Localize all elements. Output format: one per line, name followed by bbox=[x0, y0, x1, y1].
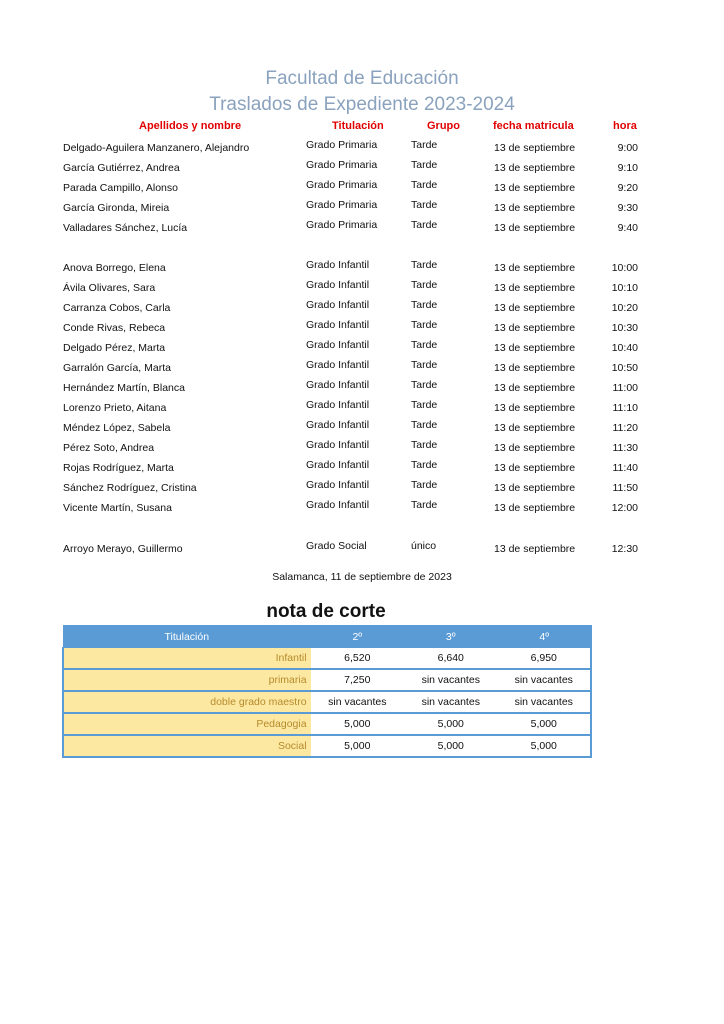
nota-corte-row bbox=[63, 691, 591, 713]
nc-label-cell: doble grado maestro bbox=[63, 691, 311, 713]
nc-header-3: 3º bbox=[404, 626, 497, 648]
table-row bbox=[0, 179, 724, 199]
titulacion-cell: Grado Infantil bbox=[306, 379, 370, 391]
nc-value-cell: 5,000 bbox=[404, 735, 497, 757]
student-name: Méndez López, Sabela bbox=[63, 422, 171, 434]
grupo-cell: Tarde bbox=[411, 139, 438, 151]
grupo-cell: Tarde bbox=[411, 299, 438, 311]
table-row bbox=[0, 339, 724, 359]
nc-header-titulacion: Titulación bbox=[63, 626, 311, 648]
student-name: Ávila Olivares, Sara bbox=[63, 282, 156, 294]
grupo-cell: Tarde bbox=[411, 379, 438, 391]
nc-value-cell: 5,000 bbox=[404, 713, 497, 735]
fecha-cell: 13 de septiembre bbox=[494, 142, 576, 154]
titulacion-cell: Grado Primaria bbox=[306, 219, 378, 231]
student-name: Hernández Martín, Blanca bbox=[63, 382, 185, 394]
table-row bbox=[0, 439, 724, 459]
table-row bbox=[0, 319, 724, 339]
nc-value-cell: sin vacantes bbox=[404, 669, 497, 691]
student-name: Garralón García, Marta bbox=[63, 362, 171, 374]
student-name: Conde Rivas, Rebeca bbox=[63, 322, 166, 334]
table-row bbox=[0, 139, 724, 159]
hora-cell: 9:30 bbox=[617, 202, 638, 214]
table-row bbox=[0, 540, 724, 560]
faculty-title: Facultad de Educación bbox=[265, 68, 459, 89]
nc-value-cell: 5,000 bbox=[498, 735, 592, 757]
titulacion-cell: Grado Infantil bbox=[306, 359, 370, 371]
fecha-cell: 13 de septiembre bbox=[494, 322, 576, 334]
nc-value-cell: 6,640 bbox=[404, 648, 497, 670]
titulacion-cell: Grado Primaria bbox=[306, 199, 378, 211]
grupo-cell: Tarde bbox=[411, 439, 438, 451]
fecha-cell: 13 de septiembre bbox=[494, 482, 576, 494]
nc-value-cell: 7,250 bbox=[311, 669, 404, 691]
fecha-cell: 13 de septiembre bbox=[494, 342, 576, 354]
table-row bbox=[0, 379, 724, 399]
grupo-cell: Tarde bbox=[411, 199, 438, 211]
fecha-cell: 13 de septiembre bbox=[494, 462, 576, 474]
student-name: García Gironda, Mireia bbox=[63, 202, 170, 214]
hora-cell: 12:30 bbox=[611, 543, 638, 555]
student-name: Lorenzo Prieto, Aitana bbox=[63, 402, 167, 414]
grupo-cell: Tarde bbox=[411, 499, 438, 511]
titulacion-cell: Grado Social bbox=[306, 540, 367, 552]
nc-value-cell: sin vacantes bbox=[311, 691, 404, 713]
student-name: Delgado-Aguilera Manzanero, Alejandro bbox=[63, 142, 250, 154]
grupo-cell: Tarde bbox=[411, 179, 438, 191]
student-name: Arroyo Merayo, Guillermo bbox=[63, 543, 183, 555]
hora-cell: 10:10 bbox=[611, 282, 638, 294]
student-name: Valladares Sánchez, Lucía bbox=[63, 222, 188, 234]
nota-corte-header-row bbox=[63, 626, 591, 648]
titulacion-cell: Grado Infantil bbox=[306, 499, 370, 511]
fecha-cell: 13 de septiembre bbox=[494, 262, 576, 274]
document-title: Traslados de Expediente 2023-2024 bbox=[209, 94, 515, 115]
nc-value-cell: 5,000 bbox=[311, 713, 404, 735]
hora-cell: 10:00 bbox=[611, 262, 638, 274]
table-row bbox=[0, 459, 724, 479]
grupo-cell: Tarde bbox=[411, 159, 438, 171]
titulacion-cell: Grado Infantil bbox=[306, 259, 370, 271]
hora-cell: 11:40 bbox=[612, 462, 638, 474]
grupo-cell: Tarde bbox=[411, 279, 438, 291]
nc-value-cell: 5,000 bbox=[311, 735, 404, 757]
grupo-cell: Tarde bbox=[411, 259, 438, 271]
nota-corte-row bbox=[63, 713, 591, 735]
student-name: Carranza Cobos, Carla bbox=[63, 302, 171, 314]
table-row bbox=[0, 159, 724, 179]
hora-cell: 11:00 bbox=[612, 382, 638, 394]
titulacion-cell: Grado Infantil bbox=[306, 459, 370, 471]
col-header-fecha: fecha matricula bbox=[493, 120, 574, 132]
hora-cell: 11:50 bbox=[612, 482, 638, 494]
fecha-cell: 13 de septiembre bbox=[494, 162, 576, 174]
titulacion-cell: Grado Infantil bbox=[306, 319, 370, 331]
nota-corte-table bbox=[62, 625, 592, 758]
hora-cell: 9:10 bbox=[617, 162, 638, 174]
hora-cell: 11:10 bbox=[612, 402, 638, 414]
table-row bbox=[0, 479, 724, 499]
fecha-cell: 13 de septiembre bbox=[494, 282, 576, 294]
nc-value-cell: 5,000 bbox=[498, 713, 592, 735]
titulacion-cell: Grado Primaria bbox=[306, 159, 378, 171]
hora-cell: 10:40 bbox=[611, 342, 638, 354]
fecha-cell: 13 de septiembre bbox=[494, 362, 576, 374]
table-row bbox=[0, 299, 724, 319]
fecha-cell: 13 de septiembre bbox=[494, 543, 576, 555]
nc-value-cell: sin vacantes bbox=[498, 691, 592, 713]
fecha-cell: 13 de septiembre bbox=[494, 202, 576, 214]
hora-cell: 9:20 bbox=[617, 182, 638, 194]
fecha-cell: 13 de septiembre bbox=[494, 182, 576, 194]
grupo-cell: único bbox=[411, 540, 437, 552]
table-row bbox=[0, 259, 724, 279]
titulacion-cell: Grado Primaria bbox=[306, 139, 378, 151]
hora-cell: 11:20 bbox=[612, 422, 638, 434]
hora-cell: 10:30 bbox=[611, 322, 638, 334]
col-header-name: Apellidos y nombre bbox=[139, 120, 242, 132]
nc-value-cell: sin vacantes bbox=[404, 691, 497, 713]
nc-header-2: 2º bbox=[311, 626, 404, 648]
table-row bbox=[0, 399, 724, 419]
col-header-hora: hora bbox=[613, 120, 637, 132]
nc-header-4: 4º bbox=[498, 626, 592, 648]
student-name: Rojas Rodríguez, Marta bbox=[63, 462, 174, 474]
student-name: Pérez Soto, Andrea bbox=[63, 442, 155, 454]
grupo-cell: Tarde bbox=[411, 479, 438, 491]
table-row bbox=[0, 499, 724, 519]
titulacion-cell: Grado Infantil bbox=[306, 399, 370, 411]
titulacion-cell: Grado Infantil bbox=[306, 419, 370, 431]
titulacion-cell: Grado Infantil bbox=[306, 299, 370, 311]
nc-label-cell: Pedagogia bbox=[63, 713, 311, 735]
table-row bbox=[0, 199, 724, 219]
nc-value-cell: 6,520 bbox=[311, 648, 404, 670]
place-date: Salamanca, 11 de septiembre de 2023 bbox=[272, 571, 452, 583]
fecha-cell: 13 de septiembre bbox=[494, 502, 576, 514]
fecha-cell: 13 de septiembre bbox=[494, 222, 576, 234]
fecha-cell: 13 de septiembre bbox=[494, 382, 576, 394]
grupo-cell: Tarde bbox=[411, 419, 438, 431]
student-name: Delgado Pérez, Marta bbox=[63, 342, 166, 354]
nc-label-cell: Social bbox=[63, 735, 311, 757]
nota-corte-title: nota de corte bbox=[266, 601, 386, 622]
nc-value-cell: sin vacantes bbox=[498, 669, 592, 691]
nota-corte-row bbox=[63, 648, 591, 670]
fecha-cell: 13 de septiembre bbox=[494, 302, 576, 314]
nota-corte-row bbox=[63, 669, 591, 691]
student-name: García Gutiérrez, Andrea bbox=[63, 162, 180, 174]
grupo-cell: Tarde bbox=[411, 319, 438, 331]
col-header-grupo: Grupo bbox=[427, 120, 460, 132]
nc-label-cell: Infantil bbox=[63, 648, 311, 670]
hora-cell: 9:00 bbox=[617, 142, 638, 154]
grupo-cell: Tarde bbox=[411, 359, 438, 371]
titulacion-cell: Grado Infantil bbox=[306, 479, 370, 491]
student-name: Anova Borrego, Elena bbox=[63, 262, 166, 274]
col-header-titulacion: Titulación bbox=[332, 120, 384, 132]
student-name: Sánchez Rodríguez, Cristina bbox=[63, 482, 197, 494]
table-row bbox=[0, 219, 724, 239]
hora-cell: 11:30 bbox=[612, 442, 638, 454]
table-row bbox=[0, 419, 724, 439]
titulacion-cell: Grado Infantil bbox=[306, 439, 370, 451]
grupo-cell: Tarde bbox=[411, 459, 438, 471]
nc-label-cell: primaria bbox=[63, 669, 311, 691]
hora-cell: 10:50 bbox=[611, 362, 638, 374]
hora-cell: 10:20 bbox=[611, 302, 638, 314]
hora-cell: 9:40 bbox=[617, 222, 638, 234]
nc-value-cell: 6,950 bbox=[498, 648, 592, 670]
grupo-cell: Tarde bbox=[411, 399, 438, 411]
fecha-cell: 13 de septiembre bbox=[494, 442, 576, 454]
grupo-cell: Tarde bbox=[411, 339, 438, 351]
table-row bbox=[0, 359, 724, 379]
student-name: Parada Campillo, Alonso bbox=[63, 182, 178, 194]
nota-corte-row bbox=[63, 735, 591, 757]
fecha-cell: 13 de septiembre bbox=[494, 402, 576, 414]
titulacion-cell: Grado Primaria bbox=[306, 179, 378, 191]
student-name: Vicente Martín, Susana bbox=[63, 502, 172, 514]
titulacion-cell: Grado Infantil bbox=[306, 339, 370, 351]
grupo-cell: Tarde bbox=[411, 219, 438, 231]
hora-cell: 12:00 bbox=[611, 502, 638, 514]
table-row bbox=[0, 279, 724, 299]
titulacion-cell: Grado Infantil bbox=[306, 279, 370, 291]
fecha-cell: 13 de septiembre bbox=[494, 422, 576, 434]
